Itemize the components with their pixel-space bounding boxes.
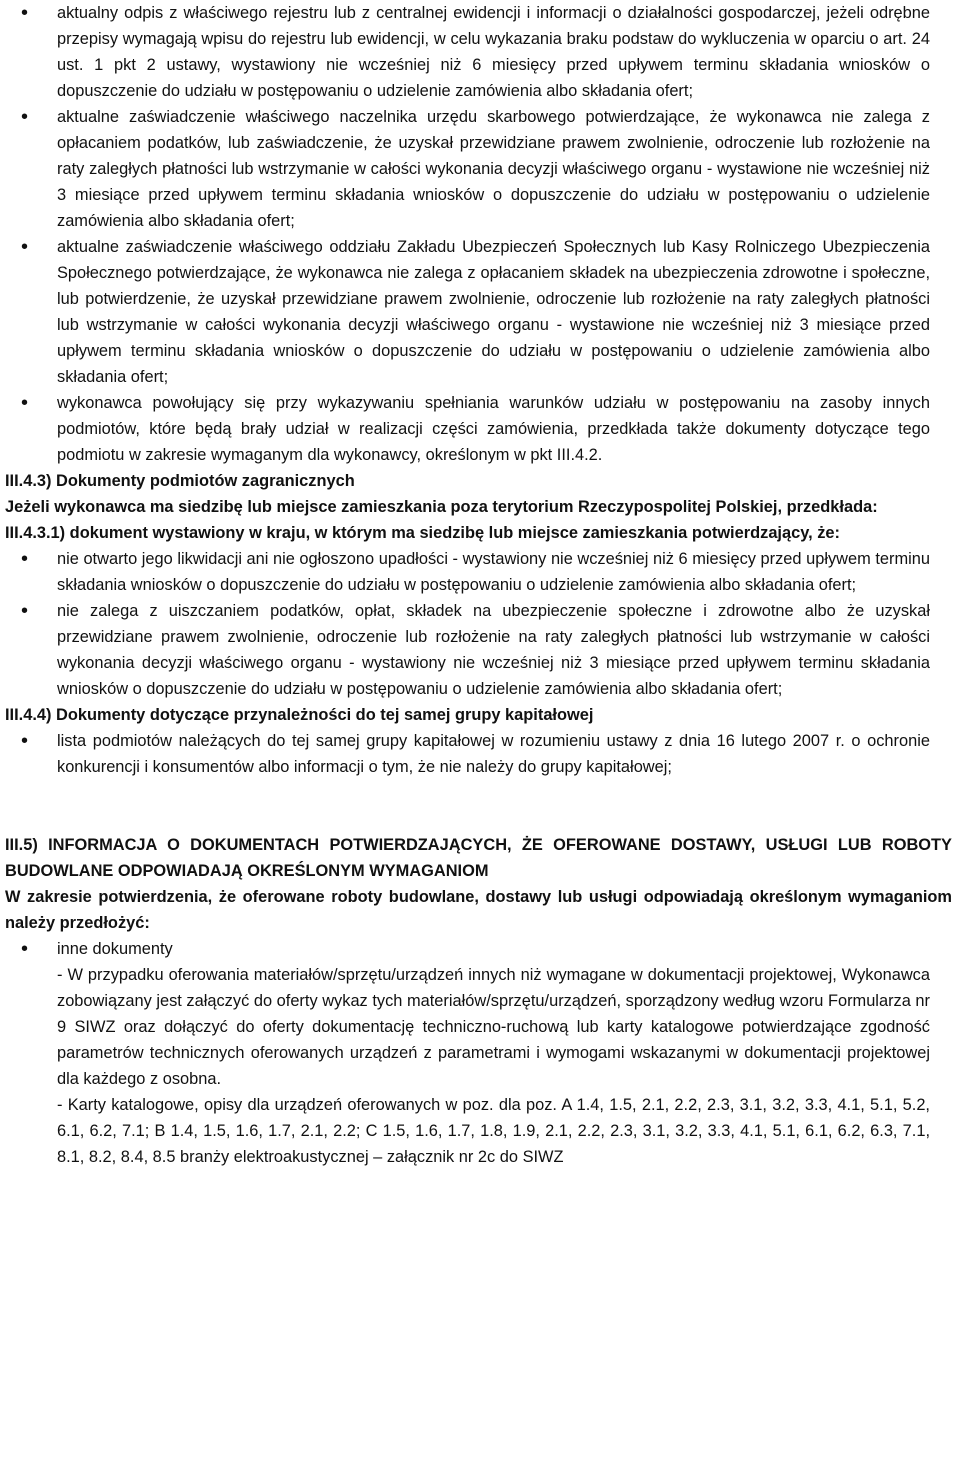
list-item-text: • nie otwarto jego likwidacji ani nie ogłoszono upadłości - wystawiony nie wcześniej niż 6 miesięcy przed upływem terminu składania wniosków o dopuszczenie do udziału w postępowaniu o udzielenie zamówienia albo składania ofert; (57, 550, 930, 594)
list-item-text: • nie zalega z uiszczaniem podatków, opłat, składek na ubezpieczenie społeczne i zdrowotne albo że uzyskał przewidziane prawem zwolnienie, odroczenie lub rozłożenie na raty zaległych płatności lub wstrzymanie w całości wykonania decyzji właściwego organu - wystawiony nie wcześniej niż 3 miesiące przed upływem terminu składania wniosków o dopuszczenie do udziału w postępowaniu o udzielenie zamówienia albo składania ofert; (57, 602, 930, 698)
list-item-text: • aktualne zaświadczenie właściwego oddziału Zakładu Ubezpieczeń Społecznych lub Kasy Rolniczego Ubezpieczenia Społecznego potwierdzające, że wykonawca nie zalega z opłacaniem składek na ubezpieczenia zdrowotne i społeczne, lub potwierdzenie, że uzyskał przewidziane prawem zwolnienie, odroczenie lub rozłożenie na raty zaległych płatności lub wstrzymanie w całości wykonania decyzji właściwego organu - wystawione nie wcześniej niż 3 miesiące przed upływem terminu składania wniosków o dopuszczenie do udziału w postępowaniu o udzielenie zamówienia albo składania ofert; (57, 238, 930, 386)
section-intro-foreign: Jeżeli wykonawca ma siedzibę lub miejsce zamieszkania poza terytorium Rzeczypospolitej Polskiej, przedkłada: (5, 498, 878, 516)
bullet-list-other-documents (0, 936, 960, 962)
list-item (0, 728, 960, 780)
list-item-text: • aktualne zaświadczenie właściwego naczelnika urzędu skarbowego potwierdzające, że wykonawca nie zalega z opłacaniem podatków, lub zaświadczenie, że uzyskał przewidziane prawem zwolnienie, odroczenie lub rozłożenie na raty zaległych płatności lub wstrzymanie w całości wykonania decyzji właściwego organu - wystawione nie wcześniej niż 3 miesiące przed upływem terminu składania wniosków o dopuszczenie do udziału w postępowaniu o udzielenie zamówienia albo składania ofert; (57, 108, 930, 230)
section-intro-requirements: W zakresie potwierdzenia, że oferowane roboty budowlane, dostawy lub usługi odpowiadają określonym wymaganiom należy przedłożyć: (5, 888, 952, 932)
paragraph-materials: - W przypadku oferowania materiałów/sprzętu/urządzeń innych niż wymagane w dokumentacji projektowej, Wykonawca zobowiązany jest załączyć do oferty wykaz tych materiałów/sprzętu/urządzeń, sporządzony według wzoru Formularza nr 9 SIWZ oraz dołączyć do oferty dokumentację techniczno-ruchową lub karty katalogowe potwierdzające zgodność parametrów technicznych oferowanych urządzeń z parametrami i wymogami wskazanymi w dokumentacji projektowej dla każdego z osobna. (57, 966, 930, 1088)
list-item (0, 390, 960, 468)
bullet-list-documents (0, 0, 960, 468)
list-item (0, 0, 960, 104)
list-item (0, 234, 960, 390)
list-item (0, 598, 960, 702)
list-item-text: • lista podmiotów należących do tej samej grupy kapitałowej w rozumieniu ustawy z dnia 16 lutego 2007 r. o ochronie konkurencji i konsumentów albo informacji o tym, że nie należy do grupy kapitałowej; (57, 732, 930, 776)
bullet-list-foreign (0, 546, 960, 702)
paragraph-catalog-cards: - Karty katalogowe, opisy dla urządzeń oferowanych w poz. dla poz. A 1.4, 1.5, 2.1, 2.2, 2.3, 3.1, 3.2, 3.3, 4.1, 5.1, 5.2, 6.1, 6.2, 7.1; B 1.4, 1.5, 1.6, 1.7, 2.1, 2.2; C 1.5, 1.6, 1.7, 1.8, 1.9, 2.1, 2.2, 2.3, 3.1, 3.2, 3.3, 4.1, 5.1, 6.1, 6.2, 6.3, 7.1, 8.1, 8.2, 8.4, 8.5 branży elektroakustycznej – załącznik nr 2c do SIWZ (57, 1096, 930, 1166)
list-item (0, 936, 960, 962)
list-item (0, 546, 960, 598)
section-heading-foreign-documents: III.4.3) Dokumenty podmiotów zagranicznych (5, 472, 355, 490)
list-item-text: • inne dokumenty (57, 940, 173, 958)
sub-heading-foreign-document: III.4.3.1) dokument wystawiony w kraju, w którym ma siedzibę lub miejsce zamieszkania potwierdzający, że: (5, 524, 840, 542)
section-heading-capital-group: III.4.4) Dokumenty dotyczące przynależności do tej samej grupy kapitałowej (5, 706, 594, 724)
bullet-list-capital-group (0, 728, 960, 780)
list-item-text: • wykonawca powołujący się przy wykazywaniu spełniania warunków udziału w postępowaniu na zasoby innych podmiotów, które będą brały udział w realizacji części zamówienia, przedkłada także dokumenty dotyczące tego podmiotu w zakresie wymaganym dla wykonawcy, określonym w pkt III.4.2. (57, 394, 930, 464)
list-item-text: • aktualny odpis z właściwego rejestru lub z centralnej ewidencji i informacji o działalności gospodarczej, jeżeli odrębne przepisy wymagają wpisu do rejestru lub ewidencji, w celu wykazania braku podstaw do wykluczenia w oparciu o art. 24 ust. 1 pkt 2 ustawy, wystawiony nie wcześniej niż 6 miesięcy przed upływem terminu składania wniosków o dopuszczenie do udziału w postępowaniu o udzielenie zamówienia albo składania ofert; (57, 4, 930, 100)
list-item (0, 104, 960, 234)
section-heading-requirements: III.5) INFORMACJA O DOKUMENTACH POTWIERDZAJĄCYCH, ŻE OFEROWANE DOSTAWY, USŁUGI LUB ROBOTY BUDOWLANE ODPOWIADAJĄ OKREŚLONYM WYMAGANIOM (5, 836, 952, 880)
spacer (0, 780, 960, 832)
